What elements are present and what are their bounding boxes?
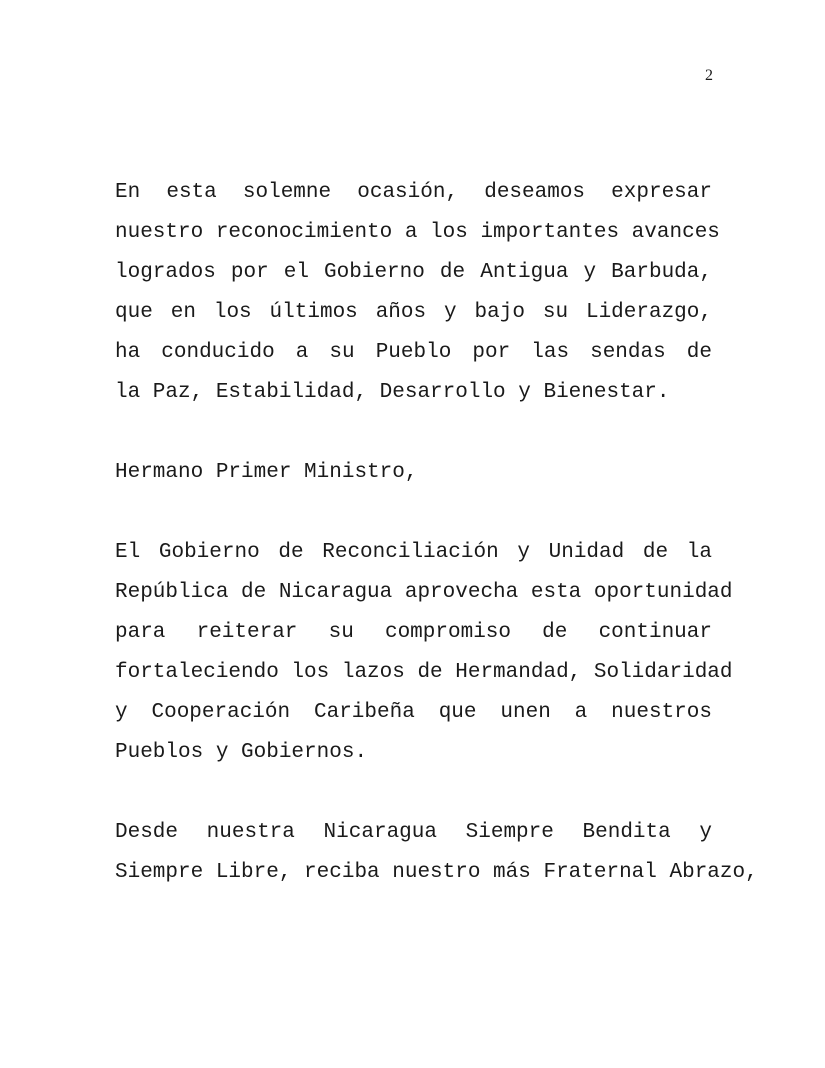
text-line: y Cooperación Caribeña que unen a nuestros: [115, 701, 712, 724]
text-line: República de Nicaragua aprovecha esta oportunidad: [115, 581, 733, 604]
text-line: para reiterar su compromiso de continuar: [115, 621, 712, 644]
text-line: nuestro reconocimiento a los importantes avances: [115, 221, 720, 244]
paragraph-acknowledgement: [115, 173, 720, 413]
text-line: fortaleciendo los lazos de Hermandad, Solidaridad: [115, 661, 733, 684]
text-line: que en los últimos años y bajo su Liderazgo,: [115, 301, 712, 324]
text-line: ha conducido a su Pueblo por las sendas de: [115, 341, 712, 364]
text-line: logrados por el Gobierno de Antigua y Barbuda,: [115, 261, 712, 284]
paragraph-salutation: [115, 453, 712, 493]
text-line: En esta solemne ocasión, deseamos expresar: [115, 181, 712, 204]
paragraph-closing: [115, 813, 758, 893]
text-line: Desde nuestra Nicaragua Siempre Bendita y: [115, 821, 712, 844]
text-line: Pueblos y Gobiernos.: [115, 741, 368, 764]
text-line: la Paz, Estabilidad, Desarrollo y Bienestar.: [115, 381, 670, 404]
text-line: Hermano Primer Ministro,: [115, 461, 418, 484]
letter-body: [115, 173, 758, 933]
text-line: El Gobierno de Reconciliación y Unidad de la: [115, 541, 712, 564]
page-number: 2: [705, 67, 713, 84]
text-line: Siempre Libre, reciba nuestro más Fraternal Abrazo,: [115, 861, 758, 884]
paragraph-commitment: [115, 533, 733, 773]
